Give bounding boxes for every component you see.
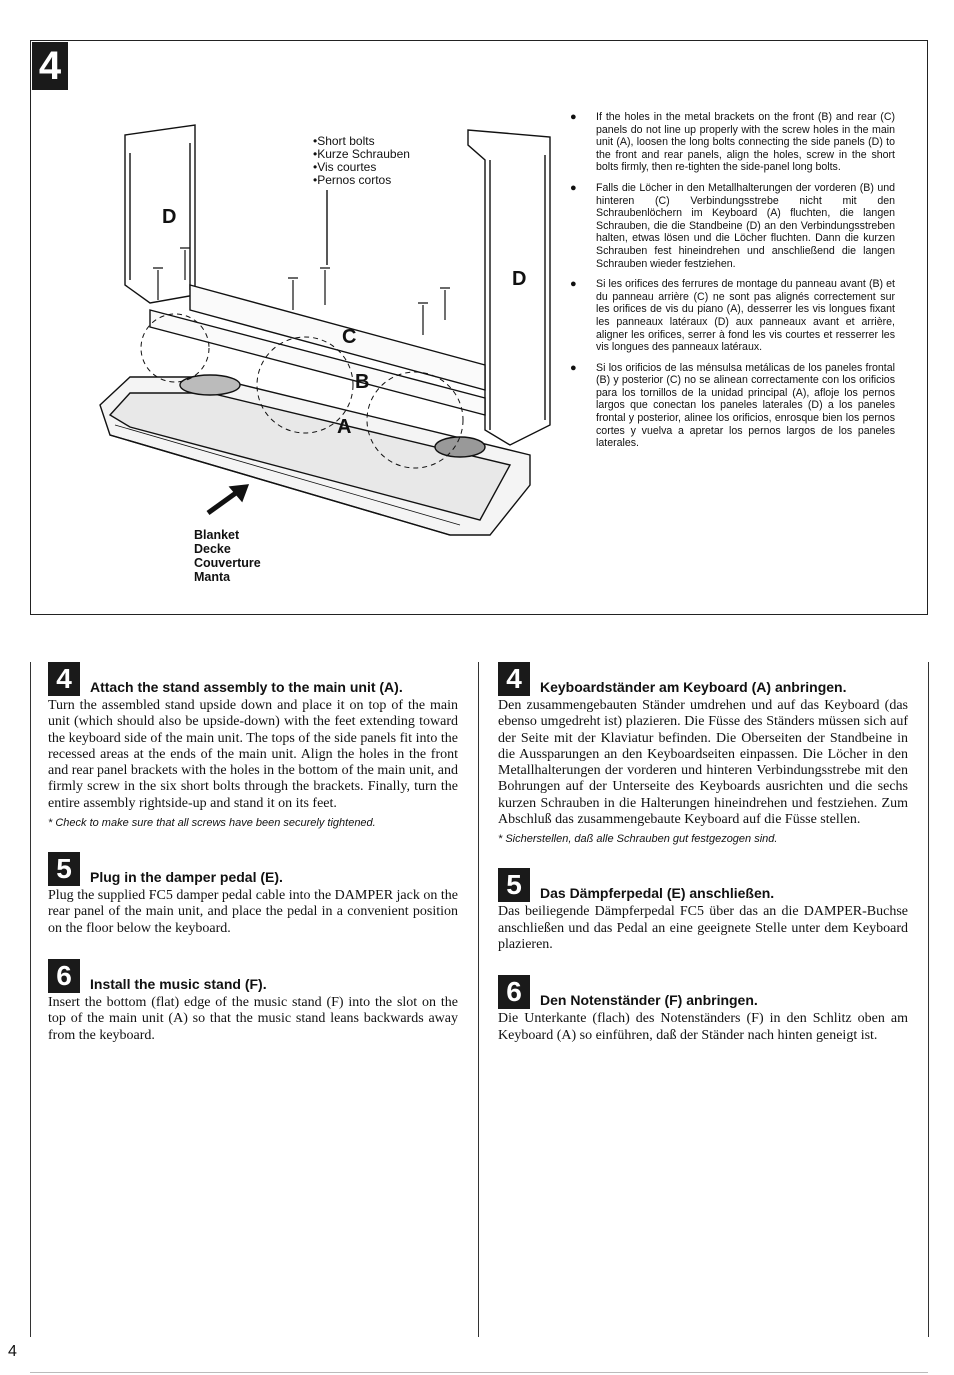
section-step-6 [48, 959, 458, 1044]
part-label-d-left: D [162, 206, 177, 228]
column-rule [928, 662, 929, 1337]
section-body: Die Unterkante (flach) des Notenständers (F) in den Schlitz oben am Keyboard (A) so einführen, daß der Ständer nach hinten geneigt ist. [498, 1011, 908, 1043]
section-step-4 [48, 662, 458, 830]
column-rule [30, 662, 31, 1337]
callout-line: •Short bolts [313, 134, 375, 148]
callout-line: Decke [194, 542, 231, 556]
step-badge: 5 [498, 868, 530, 902]
section-body: Insert the bottom (flat) edge of the music stand (F) into the slot on the top of the main unit (A) so that the music stand leans backwards away from the keyboard. [48, 994, 458, 1043]
tip-item: ● If the holes in the metal brackets on the front (B) and rear (C) panels do not line up properly with the screw holes in the main unit (A), loosen the long bolts connecting the side panels (D) to the front and rear panels, align the holes, screw in the short bolts firmly, then re-tighten the side-panel long bolts. [570, 111, 895, 174]
section-body: Den zusammengebauten Ständer umdrehen und auf das Keyboard (das ebenso umgedreht ist) plazieren. Die Füsse des Ständers müssen sich auf der Seite mit der Klaviatur befinden. Die Oberseiten der Standbeine in die Aussparungen an den Keyboardseiten einpassen. Die Löcher in den Metallhalterungen der vorderen und hinteren Verbindungsstrebe mit den Bohrungen auf der Unterseite des Keyboards ausrichten und die sechs kurzen Schrauben in die Halterungen hineindrehen und festziehen. Zum Abschluß das zusammengebaute Keyboard auf die Füsse stellen. [498, 698, 908, 828]
section-step-4 [498, 662, 908, 846]
section-note: * Sicherstellen, daß alle Schrauben gut festgezogen sind. [498, 833, 778, 846]
alignment-tips [570, 111, 895, 458]
bullet-icon: ● [570, 181, 577, 194]
part-label-b: B [355, 371, 370, 393]
blanket-callout [194, 528, 261, 584]
section-note: * Check to make sure that all screws have been securely tightened. [48, 817, 376, 830]
step-badge: 4 [48, 662, 80, 696]
tip-item: ● Si los orificios de las ménsulsa metálicas de los paneles frontal (B) y posterior (C) no se alinean correctamente con los orificios para los tornillos de la unidad principal (A), afloje los pernos largos que conectan los paneles laterales (D) a los paneles frontal y posterior, alinee los orificios, enrosque bien los pernos cortes y vuelva a apretar los pernos largos de los paneles laterales. [570, 361, 895, 450]
part-label-a: A [337, 416, 352, 438]
bottom-rule [30, 1372, 928, 1373]
callout-line: •Pernos cortos [313, 173, 392, 187]
step-badge: 4 [498, 662, 530, 696]
section-title: Plug in the damper pedal (E). [90, 869, 283, 886]
step-badge: 6 [498, 975, 530, 1009]
step-badge: 6 [48, 959, 80, 993]
section-title: Attach the stand assembly to the main unit (A). [90, 679, 403, 695]
english-column [48, 662, 458, 1066]
callout-line: Blanket [194, 528, 240, 542]
callout-line: Couverture [194, 556, 261, 570]
part-label-d-right: D [512, 268, 527, 290]
tip-item: ● Falls die Löcher in den Metallhalterungen der vorderen (B) und hinteren (C) Verbindungsstrebe nicht mit den Schraubenlöchern im Keyboard (A) fluchten, die langen Schrauben, die die Standbeine (D) an den Verbindungsstreben halten, etwas lösen und die Löcher fluchten. Dann die kurzen Schrauben fest hineindrehen und anschließend die langen Schrauben wieder festziehen. [570, 181, 895, 270]
section-title: Das Dämpferpedal (E) anschließen. [540, 885, 775, 902]
section-step-5 [48, 852, 458, 937]
section-body: Turn the assembled stand upside down and place it on top of the main unit (which should also be upside-down) with the feet extending toward the keyboard side of the main unit. The tops of the side panels fit into the recessed areas at the ends of the main unit. Align the holes in the front and rear panel brackets with the holes in the bottom of the main unit, and firmly screw in the six short bolts through the brackets. Finally, turn the entire assembly rightside-up and stand it on its feet. [48, 698, 458, 811]
section-title: Keyboardständer am Keyboard (A) anbringen. [540, 679, 847, 695]
step-badge: 5 [48, 852, 80, 886]
tip-item: ● Si les orifices des ferrures de montage du panneau avant (B) et du panneau arrière (C) ne sont pas alignés correctement sur les orifices de vis du piano (A), desserrer les vis longues fixant les panneaux latéraux (D) aux panneaux avant et arrière, aligner les orifices, serrer à fond les vis courtes et resserrer les vis longues des panneaux latéraux. [570, 278, 895, 354]
column-divider [478, 662, 479, 1337]
section-title: Den Notenständer (F) anbringen. [540, 992, 758, 1009]
section-body: Das beiliegende Dämpferpedal FC5 über das an die DAMPER-Buchse anschließen und das Pedal an eine geeignete Stelle unter dem Keyboard plazieren. [498, 904, 908, 952]
bullet-icon: ● [570, 361, 577, 374]
part-label-c: C [342, 326, 357, 348]
callout-line: •Kurze Schrauben [313, 147, 410, 161]
step-badge: 4 [32, 42, 68, 90]
bullet-icon: ● [570, 278, 577, 291]
callout-line: •Vis courtes [313, 160, 377, 174]
page-number: 4 [8, 1343, 17, 1360]
bullet-icon: ● [570, 111, 577, 123]
section-body: Plug the supplied FC5 damper pedal cable into the DAMPER jack on the rear panel of the main unit, and place the pedal in a convenient position on the floor below the keyboard. [48, 888, 458, 936]
short-bolts-callout [313, 135, 410, 187]
callout-line: Manta [194, 570, 231, 584]
section-title: Install the music stand (F). [90, 975, 267, 992]
section-step-6 [498, 975, 908, 1044]
section-step-5 [498, 868, 908, 953]
german-column [498, 662, 908, 1066]
